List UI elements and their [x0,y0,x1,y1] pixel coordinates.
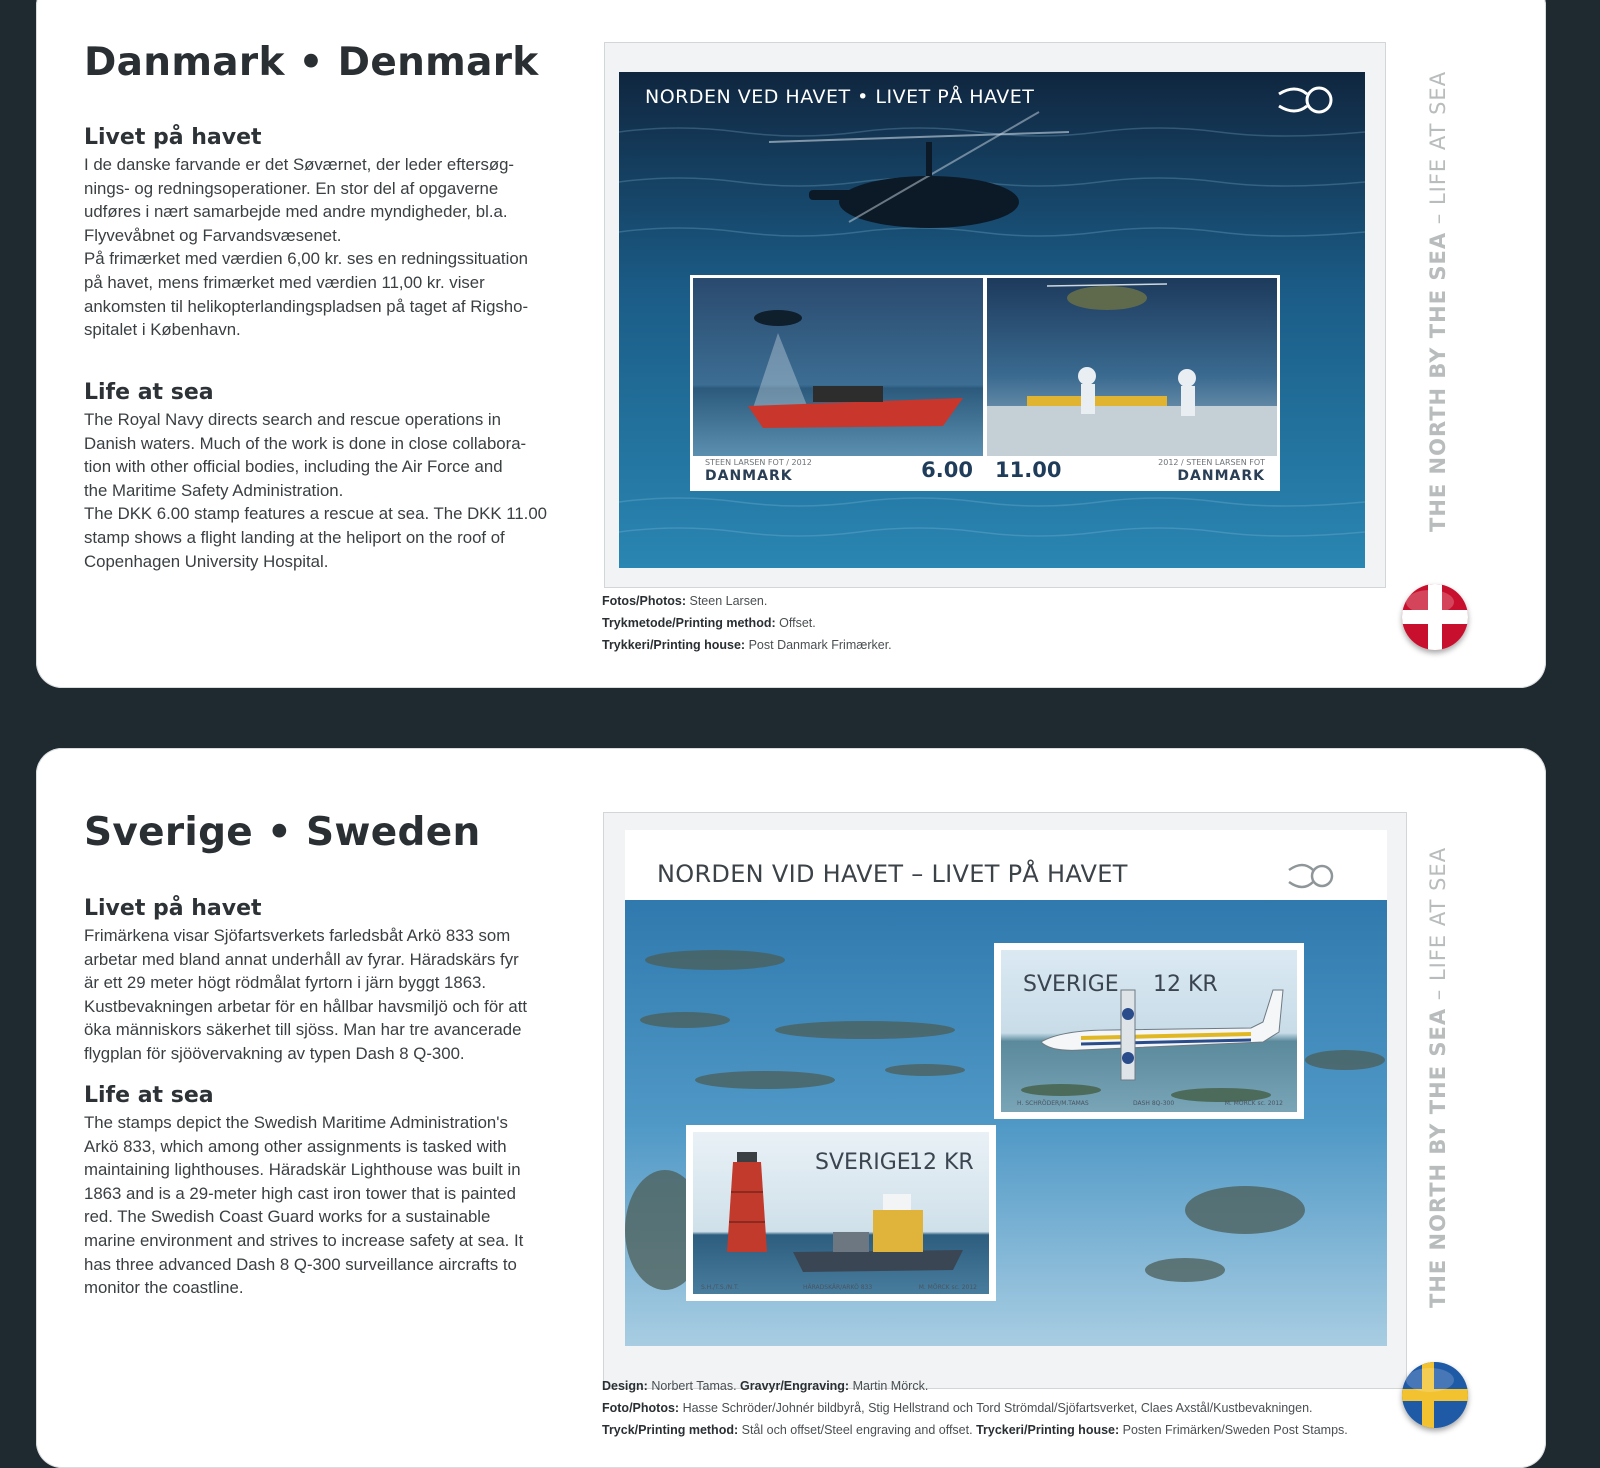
credit-line: Trykmetode/Printing method: Offset. [602,616,816,630]
text-english: The stamps depict the Swedish Maritime Administration's Arkö 833, which among other assignments is tasked with maintaining lighthouses. Häradskär Lighthouse was built in 1863 and is a 29-meter high cast iron tower that is painted red. The Swedish Coast Guard works for a sustainable marine environment and strives to increase safety at sea. It has three advanced Dash 8 Q-300 surveillance aircrafts to monitor the coastline. [84,1113,524,1298]
stamp-plane-12kr [997,946,1301,1116]
text-swedish: Frimärkena visar Sjöfartsverkets farledsbåt Arkö 833 som arbetar med bland annat underhåll av fyrar. Häradskärs fyr är ett 29 meter högt rödmålat fyrtorn i järn byggt 1863. Kustbevakningen arbetar för en hållbar havsmiljö och för att öka människors säkerhet till sjöss. Man har tre avancerade flygplan för sjöövervakning av typen Dash 8 Q-300. [84,926,528,1063]
side-label: THE NORTH BY THE SEA – LIFE AT SEA [1426,70,1450,532]
stamp-ship-12kr [689,1128,993,1298]
sheet-title: NORDEN VID HAVET – LIVET PÅ HAVET [657,860,1128,888]
stamp-credit: H. SCHRÖDER/M.TAMAS [1017,1100,1089,1107]
side-label: THE NORTH BY THE SEA – LIFE AT SEA [1426,846,1450,1308]
stamp-country: DANMARK [1177,468,1265,484]
credits-denmark [602,590,892,656]
rescue-boat-illustration [693,278,983,488]
credit-line: Trykkeri/Printing house: Post Danmark Frimærker. [602,638,892,652]
credit-line: Tryck/Printing method: Stål och offset/Steel engraving and offset. Tryckeri/Printing house: Posten Frimärken/Sweden Post Stamps. [602,1423,1348,1437]
stamp-credit: STEEN LARSEN FOT / 2012 [705,458,812,467]
stamp-value: 12 KR [909,1150,974,1175]
swedish-souvenir-sheet [625,830,1387,1346]
sweden-card [36,748,1546,1468]
credits-sweden [602,1375,1348,1441]
denmark-flag-icon [1402,584,1468,650]
heading-english: Life at sea [84,1083,214,1108]
heading-swedish: Livet på havet [84,896,262,921]
danish-souvenir-sheet [619,72,1365,568]
credit-line: Fotos/Photos: Steen Larsen. [602,594,768,608]
stamp-value: 12 KR [1153,972,1218,997]
stamp-credit: 2012 / STEEN LARSEN FOT [1158,458,1265,467]
stamp-credit: M. MÖRCK sc. 2012 [1224,1100,1283,1107]
page-title-denmark: Danmark • Denmark [84,40,539,85]
stamp-value: 11.00 [995,458,1062,482]
page-title-sweden: Sverige • Sweden [84,810,481,855]
stamp-6-00 [693,278,983,488]
text-english: The Royal Navy directs search and rescue operations in Danish waters. Much of the work is done in close collabora- tion with other official bodies, including the Air Force and the Maritime Safety Administration. The DKK 6.00 stamp features a rescue at sea. The DKK 11.00 stamp shows a flight landing at the heliport on the roof of Copenhagen University Hospital. [84,410,547,571]
stamp-country: SVERIGE [1023,972,1119,997]
heading-english: Life at sea [84,380,214,405]
heliport-illustration [987,278,1277,488]
sweden-flag-icon [1402,1362,1468,1428]
stamp-country: SVERIGE [815,1150,911,1175]
stamp-country: DANMARK [705,468,793,484]
credit-line: Foto/Photos: Hasse Schröder/Johnér bildbyrå, Stig Hellstrand och Tord Strömdal/Sjöfartsverket, Claes Axstål/Kustbevakningen. [602,1401,1313,1415]
denmark-card [36,0,1546,688]
stamp-value: 6.00 [921,458,973,482]
stamp-caption: DASH 8Q-300 [1133,1100,1175,1107]
stamp-11-00 [987,278,1277,488]
credit-line: Design: Norbert Tamas. Gravyr/Engraving: Martin Mörck. [602,1379,929,1393]
stamp-credit: M. MÖRCK sc. 2012 [918,1284,977,1291]
stamp-credit: S.H./T.S./N.T. [701,1284,739,1291]
heading-danish: Livet på havet [84,125,262,150]
text-danish: I de danske farvande er det Søværnet, der leder eftersøg- nings- og redningsoperationer. En stor del af opgaverne udføres i nært samarbejde med andre myndigheder, bl.a. Flyvevåbnet og Farvandsvæsenet. På frimærket med værdien 6,00 kr. ses en redningssituation på havet, mens frimærket med værdien 11,00 kr. viser ankomsten til helikopterlandingspladsen på taget af Rigsho- spitalet i København. [84,155,529,340]
sheet-title: NORDEN VED HAVET • LIVET PÅ HAVET [645,86,1035,108]
stamp-caption: HÄRADSKÄR/ARKÖ 833 [803,1284,873,1291]
